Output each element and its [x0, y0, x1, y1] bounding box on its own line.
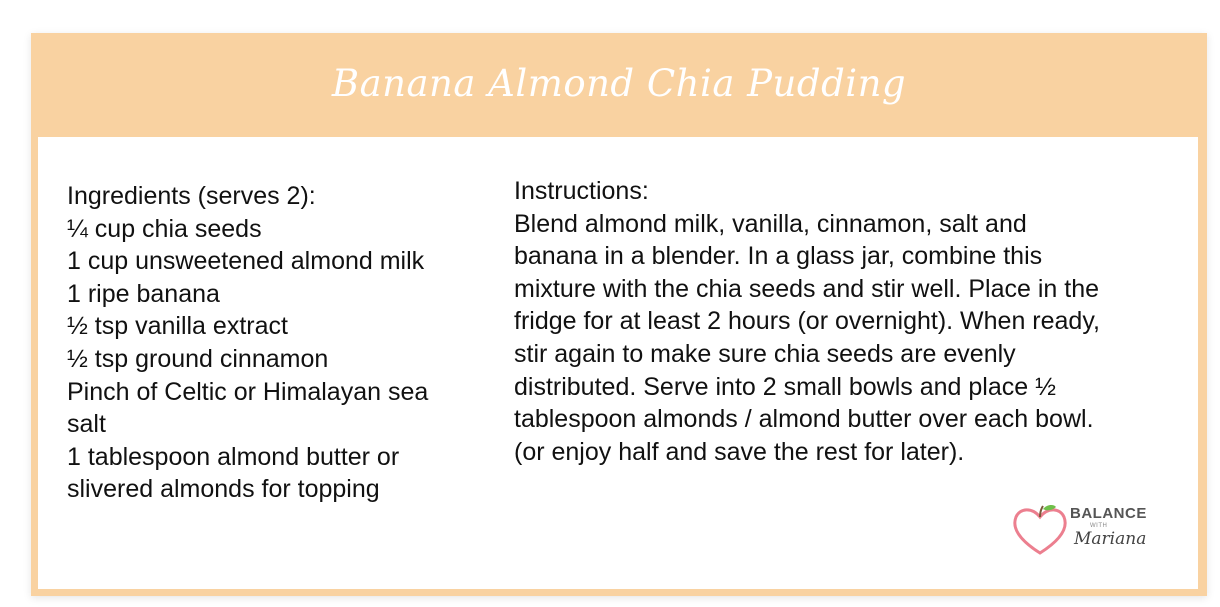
instruction-line: (or enjoy half and save the rest for later). [514, 437, 965, 466]
heart-apple-icon [1010, 503, 1070, 557]
ingredients-column [67, 180, 477, 506]
ingredient-line: ½ tsp ground cinnamon [67, 344, 329, 373]
ingredient-line: slivered almonds for topping [67, 475, 380, 504]
instruction-line: fridge for at least 2 hours (or overnight). When ready, [514, 307, 1100, 336]
recipe-title: Banana Almond Chia Pudding [331, 61, 907, 105]
ingredient-line: Pinch of Celtic or Himalayan sea [67, 377, 429, 406]
brand-logo [1010, 499, 1160, 559]
ingredient-line: 1 cup unsweetened almond milk [67, 247, 425, 276]
instruction-line: mixture with the chia seeds and stir well. Place in the [514, 274, 1099, 303]
ingredient-line: ½ tsp vanilla extract [67, 312, 288, 341]
ingredients-heading: Ingredients (serves 2): [67, 182, 316, 210]
ingredient-line: salt [67, 410, 106, 439]
instruction-line: distributed. Serve into 2 small bowls and place ½ [514, 372, 1056, 401]
instructions-heading: Instructions: [514, 177, 649, 205]
ingredient-line: 1 tablespoon almond butter or [67, 442, 400, 471]
ingredient-line: 1 ripe banana [67, 279, 220, 308]
instruction-line: tablespoon almonds / almond butter over each bowl. [514, 405, 1094, 434]
instructions-column [514, 175, 1174, 468]
logo-text-name: Mariana [1074, 529, 1147, 549]
instruction-line: Blend almond milk, vanilla, cinnamon, salt and [514, 209, 1027, 238]
recipe-panel [38, 137, 1198, 589]
ingredient-line: ¼ cup chia seeds [67, 214, 262, 243]
instruction-line: banana in a blender. In a glass jar, combine this [514, 242, 1043, 271]
recipe-card [31, 33, 1207, 596]
logo-text-balance: BALANCE [1070, 505, 1147, 522]
logo-text-with: WITH [1090, 523, 1108, 529]
instruction-line: stir again to make sure chia seeds are evenly [514, 339, 1016, 368]
